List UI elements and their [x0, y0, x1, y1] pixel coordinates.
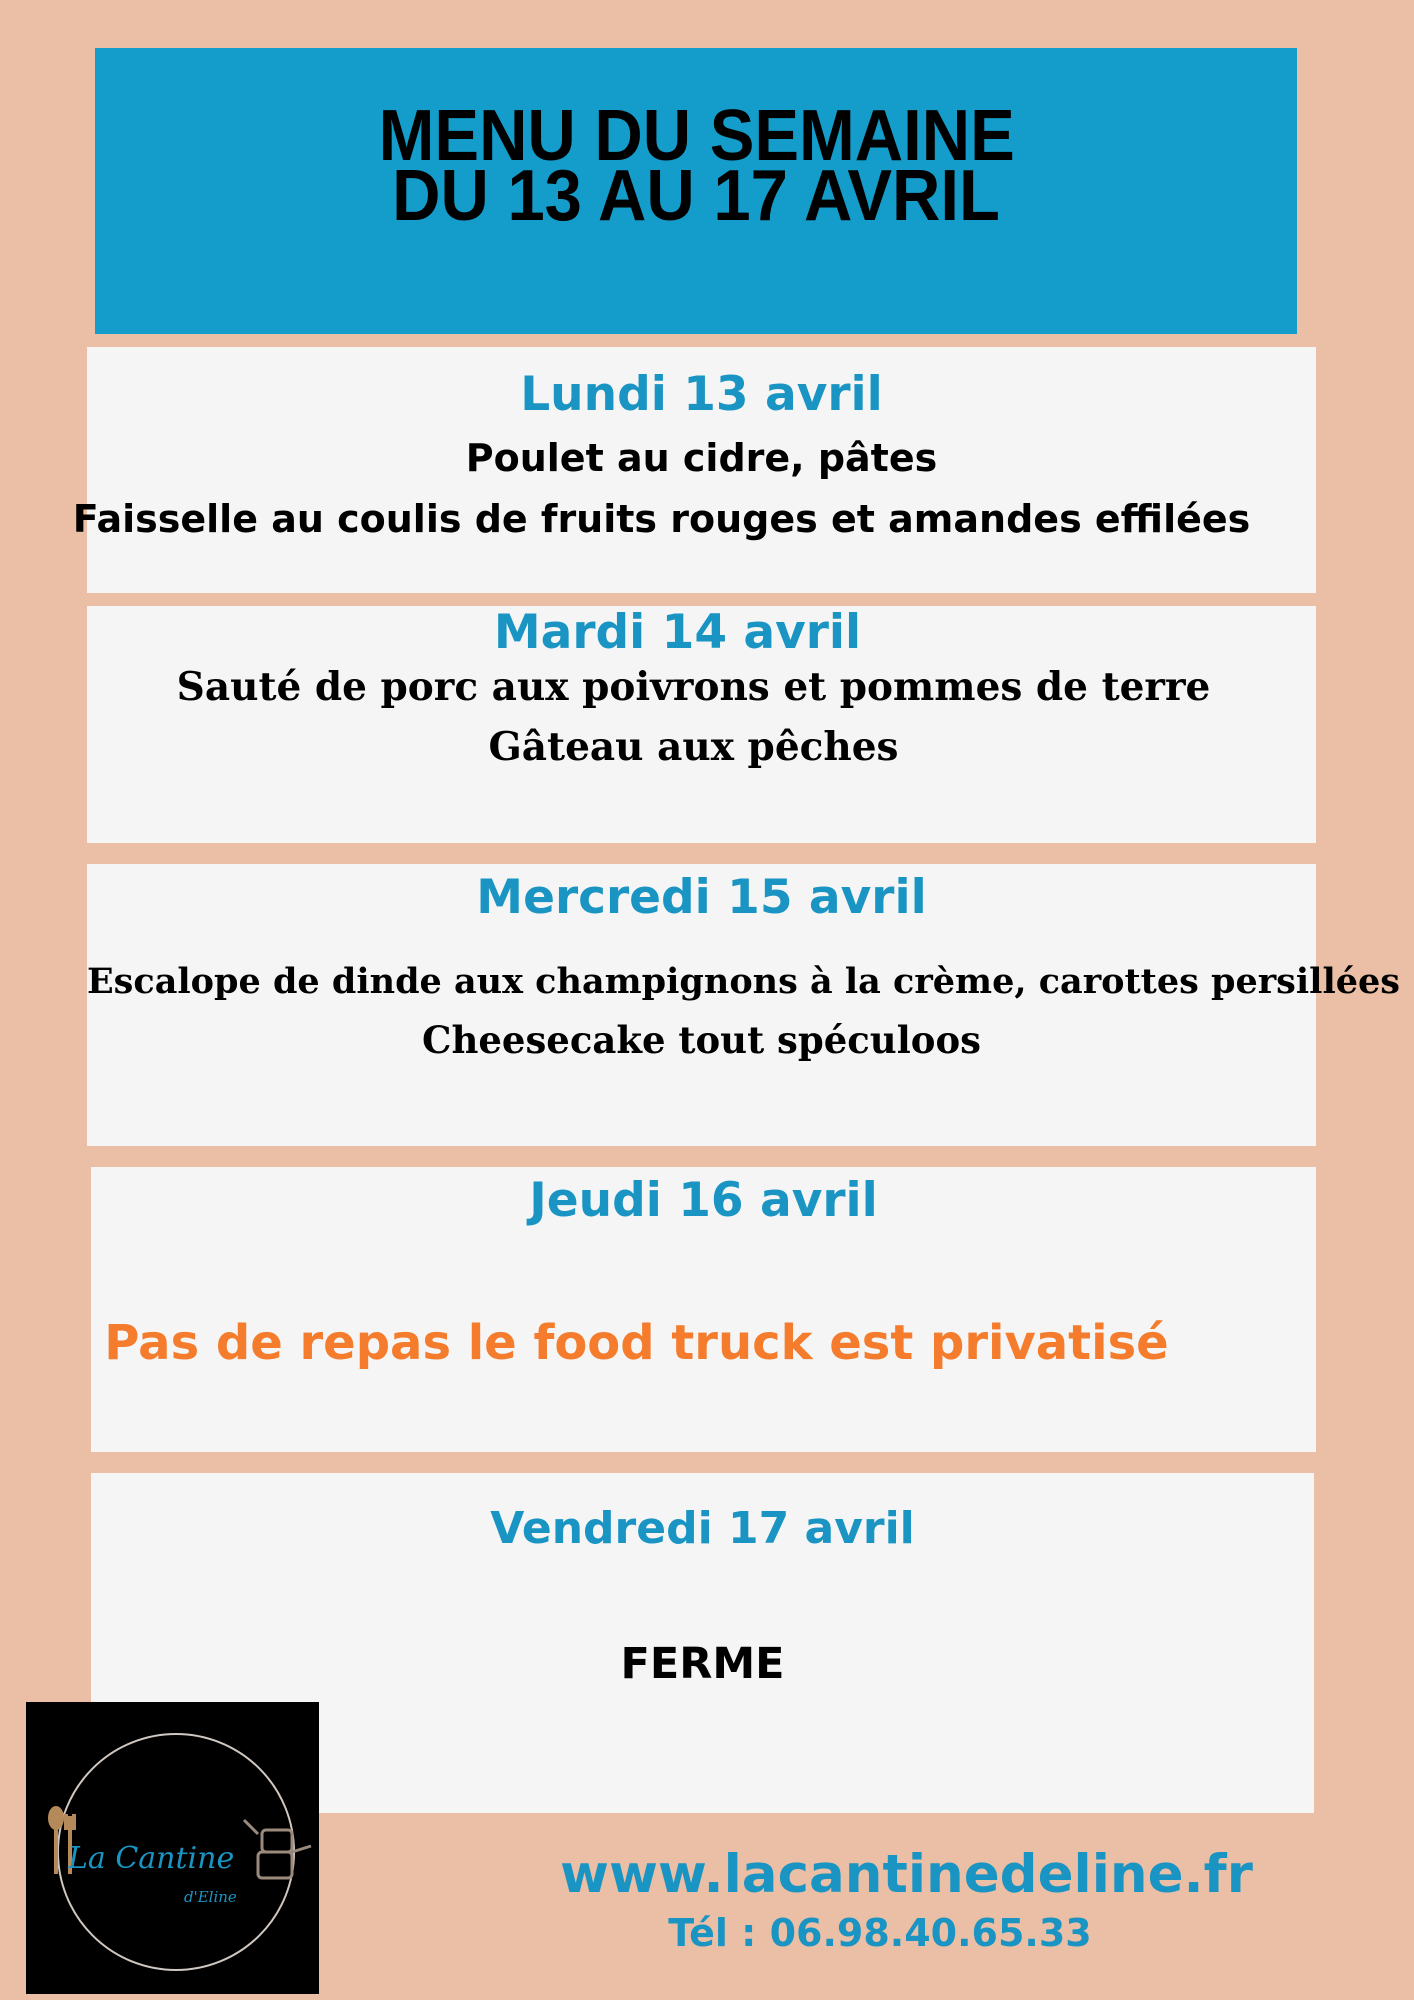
header-banner: [95, 48, 1297, 334]
menu-title: MENU DU SEMAINE: [378, 96, 1015, 176]
logo-emblem-icon: [26, 1702, 319, 1994]
day-card-thursday: [91, 1167, 1316, 1452]
phone-number: Tél : 06.98.40.65.33: [668, 1911, 1092, 1955]
svg-text:d'Eline: d'Eline: [184, 1888, 237, 1906]
main-dish: Escalope de dinde aux champignons à la crème, carottes persillées: [87, 961, 1401, 1002]
day-title: Jeudi 16 avril: [529, 1173, 878, 1228]
dessert: Faisselle au coulis de fruits rouges et amandes effilées: [72, 497, 1251, 541]
closure-notice: Pas de repas le food truck est privatisé: [104, 1315, 1169, 1371]
main-dish: Sauté de porc aux poivrons et pommes de terre: [176, 664, 1211, 710]
menu-date-range: DU 13 AU 17 AVRIL: [392, 156, 1000, 236]
closed-label: FERME: [620, 1639, 785, 1689]
dessert: Gâteau aux pêches: [488, 724, 899, 770]
svg-text:La Cantine: La Cantine: [68, 1841, 235, 1876]
cantine-logo: [26, 1702, 319, 1994]
day-card-wednesday: [87, 864, 1401, 1146]
day-card-tuesday: [87, 606, 1316, 843]
day-title: Lundi 13 avril: [520, 367, 883, 422]
dessert: Cheesecake tout spéculoos: [422, 1018, 981, 1062]
website-link[interactable]: www.lacantinedeline.fr: [560, 1844, 1253, 1905]
day-title: Vendredi 17 avril: [490, 1503, 915, 1554]
day-title: Mercredi 15 avril: [476, 870, 927, 925]
day-card-monday: [72, 347, 1316, 593]
day-title: Mardi 14 avril: [493, 605, 862, 660]
main-dish: Poulet au cidre, pâtes: [465, 436, 938, 480]
